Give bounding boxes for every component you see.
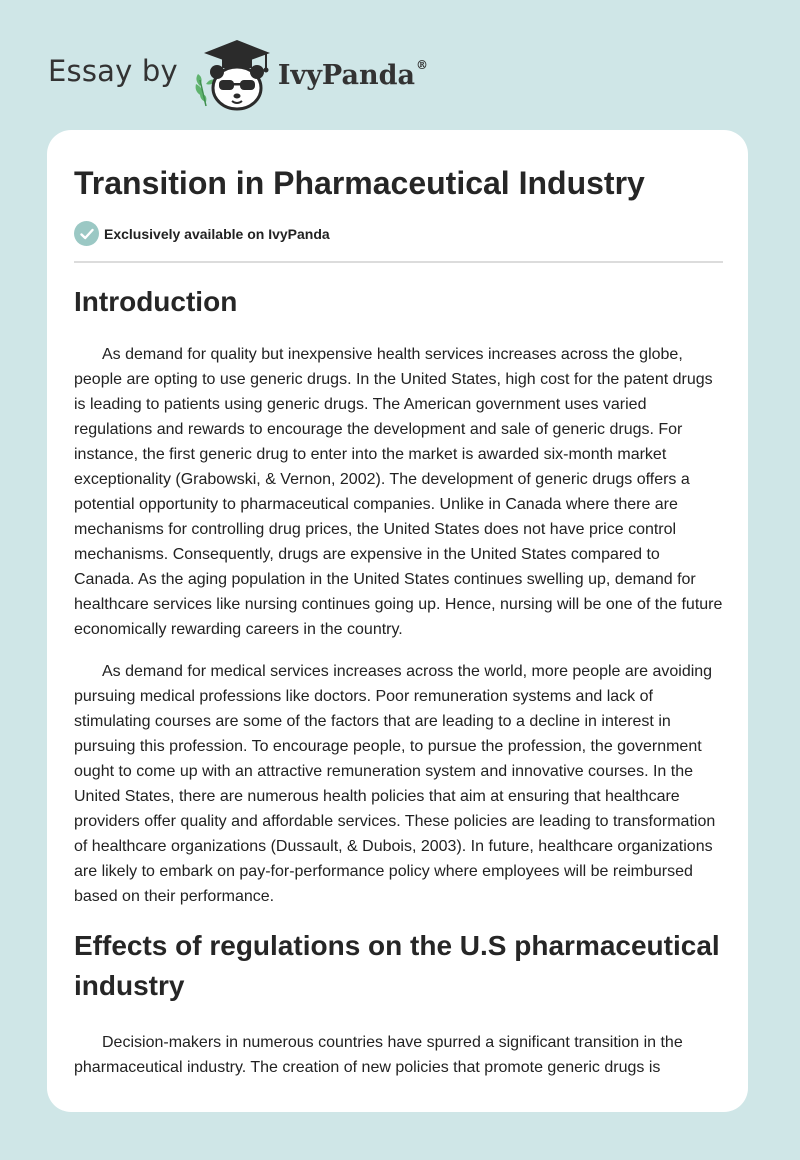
registered-mark: ® [415, 57, 428, 72]
article-content [74, 280, 723, 1097]
brand-name [277, 57, 428, 91]
paragraph: As demand for medical services increases across the world, more people are avoiding pursuing medical professions like doctors. Poor remuneration systems and lack of stimulating courses are some of the factors that are leading to a decline in interest in pursuing this profession. To encourage people, to pursue the profession, the government ought to come up with an attractive remuneration system and innovative courses. In the United States, there are numerous health policies that aim at ensuring that healthcare providers offer quality and affordable services. These policies are leading to transformation of healthcare organizations (Dussault, & Dubois, 2003). In future, healthcare organizations are likely to embark on pay-for-performance policy where employees will be reimbursed based on their performance. [74, 663, 716, 905]
article-card [47, 130, 748, 1112]
brand-prefix: Essay by [48, 54, 178, 88]
paragraph: As demand for quality but inexpensive health services increases across the globe, people are opting to use generic drugs. In the United States, high cost for the patent drugs is leading to patients using generic drugs. The American government uses varied regulations and rewards to encourage the development and sale of generic drugs. For instance, the first generic drug to enter into the market is awarded six-month market exceptionality (Grabowski, & Vernon, 2002). The development of generic drugs offers a potential opportunity to pharmaceutical companies. Unlike in Canada where there are mechanisms for controlling drug prices, the United States does not have price control mechanisms. Consequently, drugs are expensive in the United States compared to Canada. As the aging population in the United States continues swelling up, demand for healthcare services like nursing continues going up. Hence, nursing will be one of the future economically rewarding careers in the country. [74, 346, 723, 638]
section-heading-introduction: Introduction [74, 286, 238, 317]
exclusive-label: Exclusively available on IvyPanda [104, 225, 330, 242]
paragraph: Decision-makers in numerous countries have spurred a significant transition in the pharmaceutical industry. The creation of new policies that promote generic drugs is [74, 1034, 683, 1076]
title-divider [74, 261, 723, 263]
brand-name-text: IvyPanda [277, 59, 415, 91]
brand-header[interactable] [48, 36, 428, 112]
check-icon [74, 221, 99, 246]
article-title: Transition in Pharmaceutical Industry [74, 165, 645, 201]
section-heading-effects: Effects of regulations on the U.S pharmaceutical industry [74, 930, 720, 1001]
exclusive-badge [74, 221, 330, 246]
panda-logo-icon [192, 36, 274, 112]
